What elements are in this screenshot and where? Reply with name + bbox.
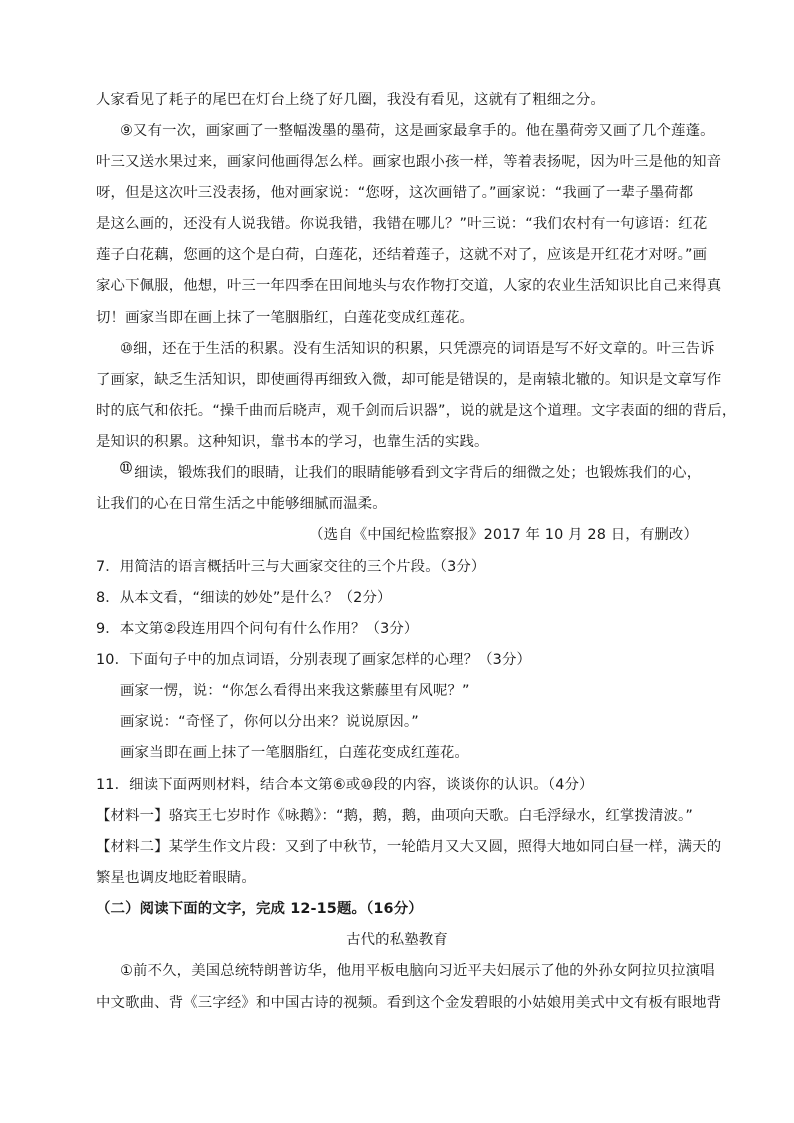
paragraph-9-line: 叶三又送水果过来，画家问他画得怎么样。画家也跟小孩一样，等着表扬呢，因为叶三是他的知音: [96, 154, 722, 170]
question-10-sentence: 画家说：“奇怪了，你何以分出来？说说原因。”: [120, 714, 419, 730]
question-11: 11．细读下面两则材料，结合本文第⑥或⑩段的内容，谈谈你的认识。（4分）: [96, 777, 594, 793]
question-9: 9．本文第②段连用四个问句有什么作用？（3分）: [96, 621, 419, 637]
question-10-sentence: 画家当即在画上抹了一笔胭脂红，白莲花变成红莲花。: [120, 745, 469, 761]
paragraph-9-line: 是这么画的，还没有人说我错。你说我错，我错在哪儿？”叶三说：“我们农村有一句谚语：红花: [96, 216, 708, 232]
paragraph-9-line: 呀，但是这次叶三没表扬，他对画家说：“您呀，这次画错了。”画家说：“我画了一辈子墨荷都: [96, 185, 694, 201]
question-7: 7．用简洁的语言概括叶三与大画家交往的三个片段。（3分）: [96, 559, 486, 575]
paragraph-10-line: 时的底气和依托。“操千曲而后晓声，观千剑而后识器”，说的就是这个道理。文字表面的细的背后，: [96, 403, 737, 419]
material-1: 【材料一】骆宾王七岁时作《咏鹅》：“鹅，鹅，鹅，曲项向天歌。白毛浮绿水，红掌拨清波。”: [96, 808, 693, 824]
paragraph-10-line: 了画家，缺乏生活知识，即使画得再细致入微，却可能是错误的，是南辕北辙的。知识是文章写作: [96, 372, 722, 388]
paragraph-11-line: [120, 461, 702, 483]
paragraph-line: 人家看见了耗子的尾巴在灯台上绕了好几圈，我没有看见，这就有了粗细之分。: [96, 92, 605, 108]
source-citation: （选自《中国纪检监察报》2017 年 10 月 28 日，有删改）: [309, 527, 698, 543]
article-title: 古代的私塾教育: [346, 932, 448, 948]
paragraph-10-line: 是知识的积累。这种知识，靠书本的学习，也靠生活的实践。: [96, 434, 489, 450]
paragraph-9-line: 莲子白花藕，您画的这个是白荷，白莲花，还结着莲子，这就不对了，应该是开红花才对呀。”画: [96, 247, 708, 263]
paragraph-9-line: 家心下佩服，他想，叶三一年四季在田间地头与农作物打交道，人家的农业生活知识比自己来得真: [96, 278, 722, 294]
paragraph-11-text: 细读，锻炼我们的眼睛，让我们的眼睛能够看到文字背后的细微之处；也锻炼我们的心，: [134, 465, 702, 481]
material-2: 【材料二】某学生作文片段：又到了中秋节，一轮皓月又大又圆，照得大地如同白昼一样，满天的: [96, 839, 722, 855]
paragraph-9-line: ⑨又有一次，画家画了一整幅泼墨的墨荷，这是画家最拿手的。他在墨荷旁又画了几个莲蓬。: [120, 123, 715, 139]
paragraph-10-line: ⑩细，还在于生活的积累。没有生活知识的积累，只凭漂亮的词语是写不好文章的。叶三告诉: [120, 341, 715, 357]
question-10: 10．下面句子中的加点词语，分别表现了画家怎样的心理？（3分）: [96, 652, 532, 668]
article-paragraph-1-line: ①前不久，美国总统特朗普访华，他用平板电脑向习近平夫妇展示了他的外孙女阿拉贝拉演唱: [120, 963, 715, 979]
paragraph-9-line: 切！画家当即在画上抹了一笔胭脂红，白莲花变成红莲花。: [96, 310, 475, 326]
paragraph-11-line: 让我们的心在日常生活之中能够细腻而温柔。: [96, 496, 387, 512]
section-heading: （二）阅读下面的文字，完成 12-15题。（16分）: [96, 901, 423, 917]
question-8: 8．从本文看，“细读的妙处”是什么？（2分）: [96, 590, 392, 606]
article-paragraph-1-line: 中文歌曲、背《三字经》和中国古诗的视频。看到这个金发碧眼的小姑娘用美式中文有板有眼地背: [96, 995, 722, 1011]
material-2: 繁星也调皮地眨着眼睛。: [96, 870, 256, 886]
paragraph-number-11: ⑪: [120, 461, 133, 475]
question-10-sentence: 画家一愣，说：“你怎么看得出来我这紫藤里有风呢？”: [120, 683, 470, 699]
